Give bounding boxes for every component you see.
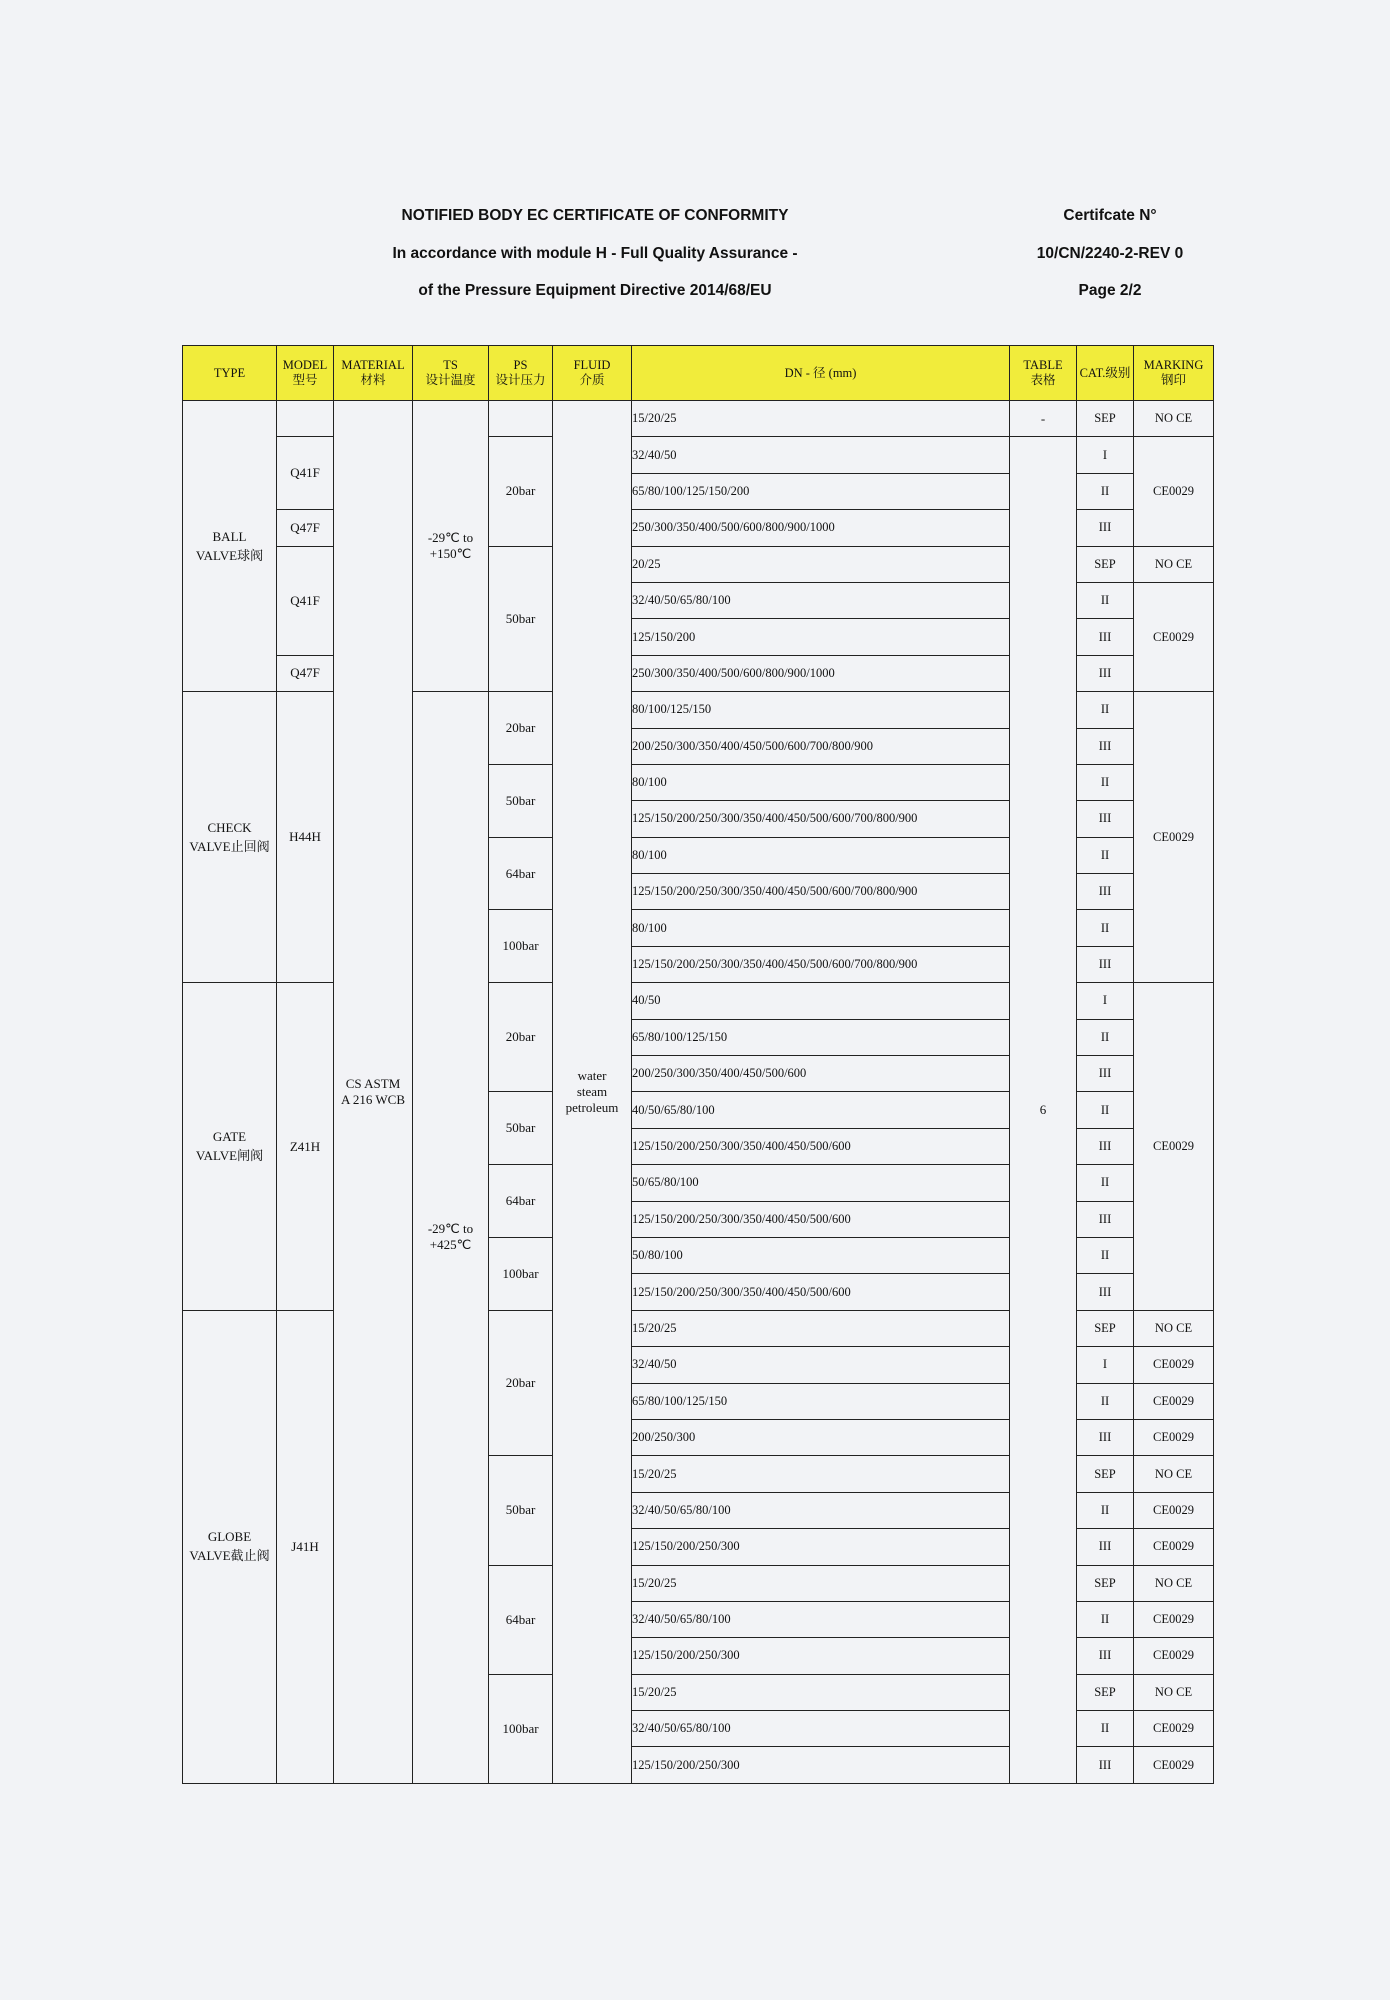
ps-cell: 100bar: [489, 910, 553, 983]
dn-cell: 80/100: [632, 837, 1010, 873]
certificate-number: 10/CN/2240-2-REV 0: [1036, 245, 1184, 262]
ps-cell: 20bar: [489, 983, 553, 1092]
category-cell: II: [1077, 910, 1134, 946]
marking-cell: CE0029: [1134, 1638, 1214, 1674]
valve-type-cell: CHECK VALVE止回阀: [183, 692, 277, 983]
fluid-cell: water steam petroleum: [553, 401, 632, 1784]
marking-cell: NO CE: [1134, 1565, 1214, 1601]
ps-cell: 50bar: [489, 546, 553, 692]
category-cell: III: [1077, 1419, 1134, 1455]
table-row: [183, 401, 1214, 437]
model-cell: Q41F: [277, 546, 334, 655]
dn-cell: 125/150/200/250/300: [632, 1638, 1010, 1674]
dn-cell: 32/40/50: [632, 437, 1010, 473]
dn-cell: 125/150/200/250/300/350/400/450/500/600: [632, 1128, 1010, 1164]
ps-cell: 50bar: [489, 1092, 553, 1165]
model-cell: Q47F: [277, 510, 334, 546]
marking-cell: CE0029: [1134, 983, 1214, 1311]
dn-cell: 125/150/200/250/300/350/400/450/500/600/700/800/900: [632, 874, 1010, 910]
marking-cell: NO CE: [1134, 1310, 1214, 1346]
ps-cell: 20bar: [489, 692, 553, 765]
dn-cell: 80/100: [632, 764, 1010, 800]
dn-cell: 40/50: [632, 983, 1010, 1019]
dn-cell: 50/65/80/100: [632, 1165, 1010, 1201]
ps-cell: 100bar: [489, 1674, 553, 1783]
category-cell: II: [1077, 473, 1134, 509]
model-cell: Z41H: [277, 983, 334, 1311]
marking-cell: CE0029: [1134, 1383, 1214, 1419]
category-cell: III: [1077, 1128, 1134, 1164]
category-cell: III: [1077, 874, 1134, 910]
model-cell: Q47F: [277, 655, 334, 691]
dn-cell: 65/80/100/125/150: [632, 1383, 1010, 1419]
category-cell: III: [1077, 728, 1134, 764]
dn-cell: 200/250/300/350/400/450/500/600/700/800/900: [632, 728, 1010, 764]
category-cell: III: [1077, 1274, 1134, 1310]
marking-cell: CE0029: [1134, 1419, 1214, 1455]
dn-cell: 15/20/25: [632, 1310, 1010, 1346]
category-cell: I: [1077, 437, 1134, 473]
marking-cell: CE0029: [1134, 1711, 1214, 1747]
marking-cell: CE0029: [1134, 1747, 1214, 1783]
category-cell: SEP: [1077, 401, 1134, 437]
category-cell: II: [1077, 1711, 1134, 1747]
model-cell: Q41F: [277, 437, 334, 510]
dn-cell: 250/300/350/400/500/600/800/900/1000: [632, 510, 1010, 546]
category-cell: III: [1077, 801, 1134, 837]
marking-cell: NO CE: [1134, 1674, 1214, 1710]
dn-cell: 125/150/200/250/300/350/400/450/500/600: [632, 1274, 1010, 1310]
category-cell: III: [1077, 619, 1134, 655]
marking-cell: CE0029: [1134, 1529, 1214, 1565]
category-cell: III: [1077, 1201, 1134, 1237]
dn-cell: 125/150/200/250/300/350/400/450/500/600/700/800/900: [632, 801, 1010, 837]
dn-cell: 20/25: [632, 546, 1010, 582]
dn-cell: 65/80/100/125/150/200: [632, 473, 1010, 509]
ps-cell: 64bar: [489, 1565, 553, 1674]
marking-cell: CE0029: [1134, 1601, 1214, 1637]
table-header-row: [183, 346, 1214, 401]
category-cell: SEP: [1077, 1674, 1134, 1710]
certificate-number-label: Certifcate N°: [1063, 207, 1157, 224]
marking-cell: NO CE: [1134, 1456, 1214, 1492]
model-cell: H44H: [277, 692, 334, 983]
dn-cell: 15/20/25: [632, 1456, 1010, 1492]
ps-cell: 100bar: [489, 1237, 553, 1310]
category-cell: SEP: [1077, 1565, 1134, 1601]
ts-cell: -29℃ to +150℃: [413, 401, 489, 692]
dn-cell: 250/300/350/400/500/600/800/900/1000: [632, 655, 1010, 691]
category-cell: III: [1077, 946, 1134, 982]
marking-cell: CE0029: [1134, 1492, 1214, 1528]
category-cell: II: [1077, 582, 1134, 618]
dn-cell: 65/80/100/125/150: [632, 1019, 1010, 1055]
col-ts: TS 设计温度: [413, 346, 489, 401]
dn-cell: 40/50/65/80/100: [632, 1092, 1010, 1128]
category-cell: II: [1077, 837, 1134, 873]
col-cat: CAT.级别: [1077, 346, 1134, 401]
dn-cell: 80/100: [632, 910, 1010, 946]
directive-line: of the Pressure Equipment Directive 2014/68/EU: [418, 282, 772, 299]
category-cell: II: [1077, 1237, 1134, 1273]
category-cell: II: [1077, 692, 1134, 728]
valve-type-cell: BALL VALVE球阀: [183, 401, 277, 692]
category-cell: II: [1077, 1383, 1134, 1419]
category-cell: III: [1077, 1747, 1134, 1783]
dn-cell: 80/100/125/150: [632, 692, 1010, 728]
ps-cell: 50bar: [489, 764, 553, 837]
marking-cell: NO CE: [1134, 401, 1214, 437]
category-cell: SEP: [1077, 546, 1134, 582]
valve-type-cell: GLOBE VALVE截止阀: [183, 1310, 277, 1783]
category-cell: III: [1077, 510, 1134, 546]
category-cell: II: [1077, 1019, 1134, 1055]
marking-cell: CE0029: [1134, 1347, 1214, 1383]
dn-cell: 125/150/200/250/300: [632, 1529, 1010, 1565]
category-cell: III: [1077, 1638, 1134, 1674]
valve-type-cell: GATE VALVE闸阀: [183, 983, 277, 1311]
category-cell: II: [1077, 1165, 1134, 1201]
col-dn: DN - 径 (mm): [632, 346, 1010, 401]
category-cell: II: [1077, 1601, 1134, 1637]
category-cell: II: [1077, 764, 1134, 800]
dn-cell: 200/250/300: [632, 1419, 1010, 1455]
col-material: MATERIAL 材料: [334, 346, 413, 401]
ps-cell: [489, 401, 553, 437]
category-cell: I: [1077, 983, 1134, 1019]
category-cell: II: [1077, 1492, 1134, 1528]
certificate-table: [182, 345, 1214, 1784]
dn-cell: 32/40/50/65/80/100: [632, 1492, 1010, 1528]
dn-cell: 15/20/25: [632, 1565, 1010, 1601]
marking-cell: CE0029: [1134, 692, 1214, 983]
dn-cell: 50/80/100: [632, 1237, 1010, 1273]
category-cell: III: [1077, 655, 1134, 691]
dn-cell: 15/20/25: [632, 1674, 1010, 1710]
material-cell: CS ASTM A 216 WCB: [334, 401, 413, 1784]
marking-cell: CE0029: [1134, 437, 1214, 546]
category-cell: SEP: [1077, 1310, 1134, 1346]
page-number: Page 2/2: [1078, 282, 1142, 299]
certificate-subtitle: In accordance with module H - Full Quality Assurance -: [392, 245, 798, 262]
ps-cell: 64bar: [489, 837, 553, 910]
col-ps: PS 设计压力: [489, 346, 553, 401]
dn-cell: 15/20/25: [632, 401, 1010, 437]
category-cell: I: [1077, 1347, 1134, 1383]
col-type: TYPE: [183, 346, 277, 401]
dn-cell: 125/150/200/250/300/350/400/450/500/600: [632, 1201, 1010, 1237]
dn-cell: 32/40/50: [632, 1347, 1010, 1383]
marking-cell: CE0029: [1134, 582, 1214, 691]
dn-cell: 200/250/300/350/400/450/500/600: [632, 1056, 1010, 1092]
col-marking: MARKING 钢印: [1134, 346, 1214, 401]
category-cell: SEP: [1077, 1456, 1134, 1492]
category-cell: III: [1077, 1056, 1134, 1092]
certificate-title: NOTIFIED BODY EC CERTIFICATE OF CONFORMITY: [401, 207, 789, 224]
ps-cell: 20bar: [489, 437, 553, 546]
marking-cell: NO CE: [1134, 546, 1214, 582]
col-table: TABLE 表格: [1010, 346, 1077, 401]
category-cell: III: [1077, 1529, 1134, 1565]
dn-cell: 32/40/50/65/80/100: [632, 582, 1010, 618]
dn-cell: 32/40/50/65/80/100: [632, 1711, 1010, 1747]
ts-cell: -29℃ to +425℃: [413, 692, 489, 1784]
model-cell: [277, 401, 334, 437]
dn-cell: 32/40/50/65/80/100: [632, 1601, 1010, 1637]
dn-cell: 125/150/200/250/300: [632, 1747, 1010, 1783]
dn-cell: 125/150/200: [632, 619, 1010, 655]
col-model: MODEL 型号: [277, 346, 334, 401]
table-ref-cell: -: [1010, 401, 1077, 437]
ps-cell: 50bar: [489, 1456, 553, 1565]
col-fluid: FLUID 介质: [553, 346, 632, 401]
ps-cell: 20bar: [489, 1310, 553, 1456]
table-ref-cell: 6: [1010, 437, 1077, 1783]
ps-cell: 64bar: [489, 1165, 553, 1238]
dn-cell: 125/150/200/250/300/350/400/450/500/600/700/800/900: [632, 946, 1010, 982]
model-cell: J41H: [277, 1310, 334, 1783]
category-cell: II: [1077, 1092, 1134, 1128]
